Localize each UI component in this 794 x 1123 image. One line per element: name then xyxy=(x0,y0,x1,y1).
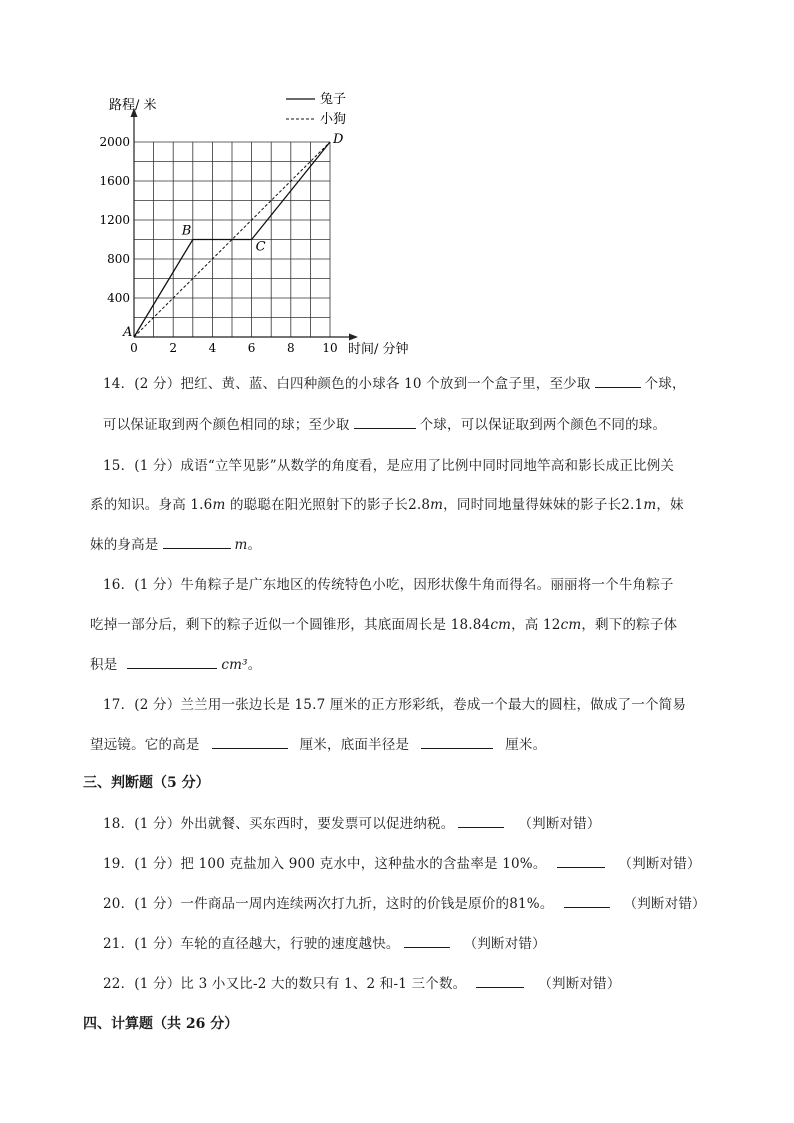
point-label-D: D xyxy=(333,132,344,147)
legend-label: 小狗 xyxy=(320,112,347,127)
point-label-A: A xyxy=(123,325,133,340)
question-22-text: 22．(1 分）比 3 小又比-2 大的数只有 1、2 和-1 三个数。 xyxy=(103,976,467,992)
unit-meter: m xyxy=(430,497,444,513)
question-14-line-2 xyxy=(103,413,666,433)
question-15-text: ，同时同地量得妹妹的影子长2.1 xyxy=(443,497,644,513)
unit-meter: m xyxy=(234,537,248,553)
question-19-text: 19．(1 分）把 100 克盐加入 900 克水中，这种盐水的含盐率是 10%。 xyxy=(103,856,547,872)
chart-axes xyxy=(131,108,359,341)
point-label-B: B xyxy=(181,223,192,239)
y-tick-label: 1200 xyxy=(99,213,130,227)
y-tick-label: 800 xyxy=(107,252,130,266)
x-tick-label: 4 xyxy=(208,341,217,355)
unit-meter: m xyxy=(643,497,657,513)
answer-blank[interactable] xyxy=(564,906,610,908)
question-16-line-2 xyxy=(90,613,677,633)
question-17-text: 厘米，底面半径是 xyxy=(299,737,410,753)
question-14-text: 个球， xyxy=(644,376,686,392)
answer-blank[interactable] xyxy=(212,747,288,749)
y-tick-label: 1600 xyxy=(99,174,130,188)
y-axis-label: 路程/ 米 xyxy=(109,98,157,113)
answer-blank[interactable] xyxy=(404,946,450,948)
question-15-text: 。 xyxy=(247,537,262,553)
y-tick-label: 2000 xyxy=(99,135,130,149)
legend-label: 兔子 xyxy=(320,92,347,107)
question-22 xyxy=(103,972,621,992)
question-15-text: 15．(1 分）成语“立竿见影”从数学的角度看，是应用了比例中同时同地竿高和影长成正比例关 xyxy=(103,458,675,474)
question-17-line-2 xyxy=(90,733,546,753)
question-15-text: 妹的身高是 xyxy=(90,537,159,553)
question-16-line-1 xyxy=(103,573,674,593)
point-label-C: C xyxy=(255,239,266,255)
judge-label: （判断对错） xyxy=(518,816,601,832)
answer-blank[interactable] xyxy=(421,747,493,749)
answer-blank[interactable] xyxy=(458,826,504,828)
question-17-text: 17．(2 分）兰兰用一张边长是 15.7 厘米的正方形彩纸，卷成一个最大的圆柱，做成了一个简易 xyxy=(103,697,687,713)
section-4-heading: 四、计算题（共 26 分） xyxy=(83,1016,239,1032)
question-20-text: 20．(1 分）一件商品一周内连续两次打九折，这时的价钱是原价的81%。 xyxy=(103,896,554,912)
unit-centimeter: cm xyxy=(490,617,512,633)
question-16-text: ，剩下的粽子体 xyxy=(581,617,678,633)
judge-label: （判断对错） xyxy=(538,976,621,992)
question-15-text: 的聪聪在阳光照射下的影子长2.8 xyxy=(225,497,431,513)
question-20 xyxy=(103,892,706,912)
unit-centimeter: cm xyxy=(560,617,582,633)
x-axis-arrow-icon xyxy=(349,334,358,341)
question-15-line-2 xyxy=(90,493,684,513)
question-14-text: 可以保证取到两个颜色相同的球；至少取 xyxy=(103,417,350,433)
question-17-text: 厘米。 xyxy=(505,737,547,753)
x-tick-label: 8 xyxy=(286,341,295,355)
answer-blank[interactable] xyxy=(127,667,217,669)
question-18-text: 18．(1 分）外出就餐、买东西时，要发票可以促进纳税。 xyxy=(103,816,455,832)
question-17-text: 望远镜。它的高是 xyxy=(90,737,200,753)
question-15-line-1 xyxy=(103,454,674,474)
distance-time-chart xyxy=(95,88,435,360)
question-16-text: 吃掉一部分后，剩下的粽子近似一个圆锥形，其底面周长是 18.84 xyxy=(90,617,491,633)
question-19 xyxy=(103,852,701,872)
question-14-text: 14．(2 分）把红、黄、蓝、白四种颜色的小球各 10 个放到一个盒子里，至少取 xyxy=(103,376,591,392)
question-17-line-1 xyxy=(103,693,686,713)
question-15-text: 系的知识。身高 1.6 xyxy=(90,497,213,513)
question-14-line-1 xyxy=(103,372,686,392)
answer-blank[interactable] xyxy=(354,427,416,429)
unit-cubic-centimeter: cm³ xyxy=(221,657,248,673)
judge-label: （判断对错） xyxy=(618,856,701,872)
question-16-line-3 xyxy=(90,653,261,673)
x-tick-label: 2 xyxy=(169,341,178,355)
question-16-text: 积是 xyxy=(90,657,118,673)
answer-blank[interactable] xyxy=(557,866,605,868)
section-3-heading: 三、判断题（5 分） xyxy=(83,775,210,791)
answer-blank[interactable] xyxy=(476,986,524,988)
judge-label: （判断对错） xyxy=(623,896,706,912)
question-15-line-3 xyxy=(90,533,261,553)
question-14-text: 个球，可以保证取到两个颜色不同的球。 xyxy=(419,417,667,433)
question-15-text: ，妹 xyxy=(656,497,684,513)
question-21 xyxy=(103,932,546,952)
x-tick-label: 6 xyxy=(247,341,256,355)
answer-blank[interactable] xyxy=(595,386,641,388)
question-16-text: ，高 12 xyxy=(511,617,561,633)
question-21-text: 21．(1 分）车轮的直径越大，行驶的速度越快。 xyxy=(103,936,400,952)
question-16-text: 16．(1 分）牛角粽子是广东地区的传统特色小吃，因形状像牛角而得名。丽丽将一个牛角粽子 xyxy=(103,577,674,593)
y-tick-label: 400 xyxy=(107,291,130,305)
x-tick-label: 0 xyxy=(130,341,138,355)
question-18 xyxy=(103,812,601,832)
answer-blank[interactable] xyxy=(163,547,231,549)
judge-label: （判断对错） xyxy=(463,936,546,952)
x-axis-label: 时间/ 分钟 xyxy=(348,342,409,357)
x-tick-label: 10 xyxy=(322,341,338,355)
unit-meter: m xyxy=(212,497,226,513)
question-16-text: 。 xyxy=(247,657,262,673)
